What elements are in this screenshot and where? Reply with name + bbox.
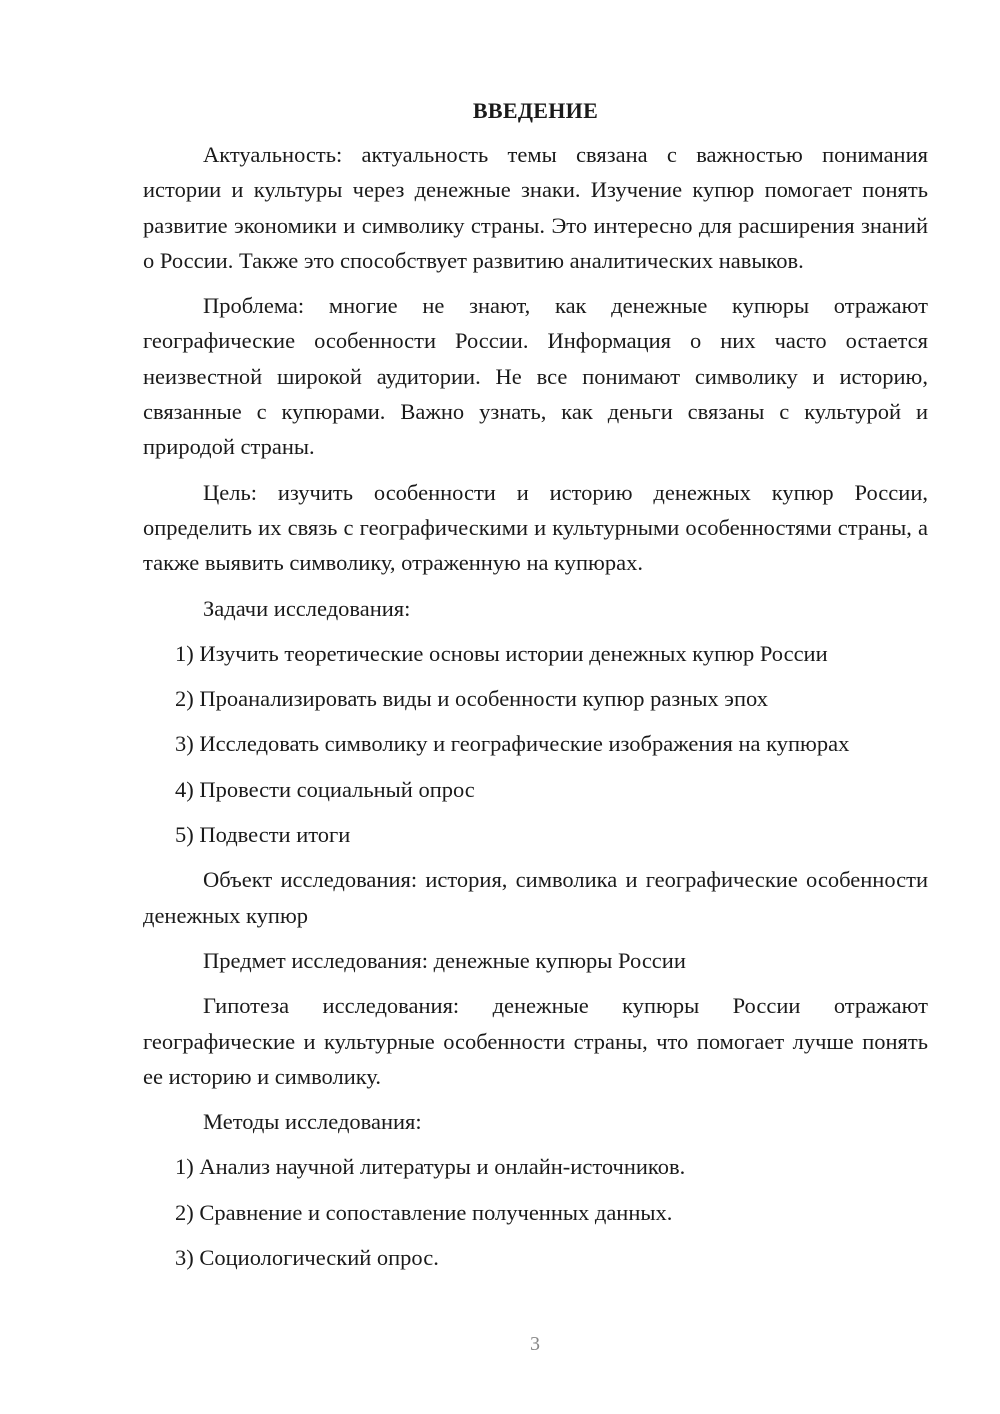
goal-paragraph: Цель: изучить особенности и историю денежных купюр России, определить их связь с географическими и культурными особенностями страны, а также выявить символику, отраженную на купюрах. <box>143 479 928 576</box>
tasks-heading: Задачи исследования: <box>203 595 411 621</box>
task-item: 5) Подвести итоги <box>175 822 351 848</box>
task-item: 3) Исследовать символику и географические изображения на купюрах <box>175 731 850 757</box>
page-number: 3 <box>530 1333 540 1355</box>
method-item: 3) Социологический опрос. <box>175 1245 439 1271</box>
task-item: 4) Провести социальный опрос <box>175 776 475 802</box>
methods-list <box>143 1149 928 1275</box>
object-paragraph: Объект исследования: история, символика и географические особенности денежных купюр <box>143 867 928 928</box>
tasks-list <box>143 636 928 852</box>
subject-paragraph: Предмет исследования: денежные купюры России <box>203 947 686 973</box>
relevance-paragraph: Актуальность: актуальность темы связана с важностью понимания истории и культуры через денежные знаки. Изучение купюр помогает понять развитие экономики и символику страны. Это интересно для расширения знаний о России. Также это способствует развитию аналитических навыков. <box>143 142 928 273</box>
task-item: 2) Проанализировать виды и особенности купюр разных эпох <box>175 686 768 712</box>
page-title: ВВЕДЕНИЕ <box>472 98 599 123</box>
task-item: 1) Изучить теоретические основы истории денежных купюр России <box>175 640 828 666</box>
problem-paragraph: Проблема: многие не знают, как денежные купюры отражают географические особенности России. Информация о них часто остается неизвестной широкой аудитории. Не все понимают символику и историю, связанные с купюрами. Важно узнать, как деньги связаны с культурой и природой страны. <box>143 293 928 460</box>
method-item: 2) Сравнение и сопоставление полученных данных. <box>175 1199 673 1225</box>
document-page <box>143 95 928 1285</box>
method-item: 1) Анализ научной литературы и онлайн-источников. <box>175 1154 686 1180</box>
methods-heading: Методы исследования: <box>203 1109 422 1135</box>
hypothesis-paragraph: Гипотеза исследования: денежные купюры России отражают географические и культурные особенности страны, что помогает лучше понять ее историю и символику. <box>143 993 928 1089</box>
